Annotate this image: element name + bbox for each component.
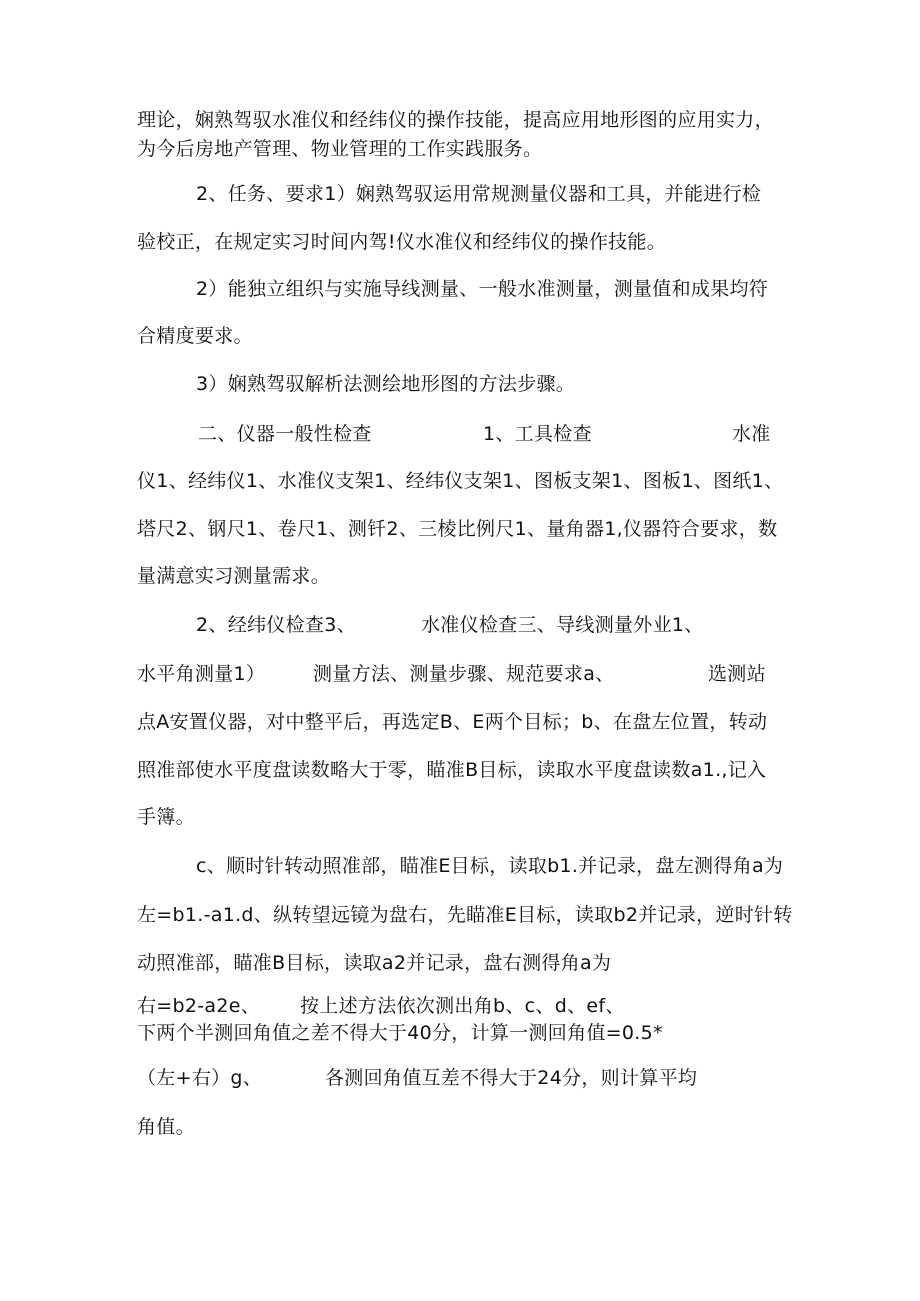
text-line: 2）能独立组织与实施导线测量、一般水准测量，测量值和成果均符 — [196, 278, 769, 300]
text-line: 水准 — [732, 423, 771, 445]
text-line: 仪1、经纬仪1、水准仪支架1、经纬仪支架1、图板支架1、图板1、图纸1、 — [137, 470, 784, 492]
text-line: 测量方法、测量步骤、规范要求a、 — [313, 663, 615, 685]
text-line: 手簿。 — [137, 806, 195, 828]
text-line: 点A安置仪器，对中整平后，再选定B、E两个目标；b、在盘左位置，转动 — [137, 711, 768, 733]
text-line: 1、工具检查 — [483, 423, 592, 445]
text-line: （左+右）g、 — [137, 1067, 263, 1089]
text-line: 角值。 — [137, 1116, 195, 1138]
text-line: c、顺时针转动照准部，瞄准E目标，读取b1.并记录，盘左测得角a为 — [196, 855, 784, 877]
text-line: 水准仪检查三、导线测量外业1、 — [421, 614, 704, 636]
text-line: 按上述方法依次测出角b、c、d、ef、 — [300, 995, 625, 1017]
text-line: 动照准部，瞄准B目标，读取a2并记录，盘右测得角a为 — [137, 952, 612, 974]
text-line: 量满意实习测量需求。 — [137, 565, 331, 587]
text-line: 塔尺2、钢尺1、卷尺1、测钎2、三棱比例尺1、量角器1,仪器符合要求，数 — [137, 518, 778, 540]
text-line: 下两个半测回角值之差不得大于40分，计算一测回角值=0.5* — [137, 1022, 663, 1044]
text-line: 为今后房地产管理、物业管理的工作实践服务。 — [137, 138, 543, 160]
text-line: 3）娴熟驾驭解析法测绘地形图的方法步骤。 — [196, 373, 576, 395]
text-line: 2、经纬仪检查3、 — [196, 614, 356, 636]
text-line: 各测回角值互差不得大于24分，则计算平均 — [325, 1067, 698, 1089]
text-line: 右=b2-a2e、 — [137, 995, 261, 1017]
text-line: 左=b1.-a1.d、纵转望远镜为盘右，先瞄准E目标，读取b2并记录，逆时针转 — [137, 904, 793, 926]
text-line: 2、任务、要求1）娴熟驾驭运用常规测量仪器和工具，并能进行检 — [196, 183, 762, 205]
text-line: 水平角测量1） — [137, 663, 266, 685]
text-line: 选测站 — [708, 663, 766, 685]
section-heading: 二、仪器一般性检查 — [198, 423, 372, 445]
text-line: 照准部使水平度盘读数略大于零，瞄准B目标，读取水平度盘读数a1.,记入 — [137, 759, 767, 781]
text-line: 理论，娴熟驾驭水准仪和经纬仪的操作技能，提高应用地形图的应用实力， — [137, 109, 774, 131]
text-line: 验校正，在规定实习时间内驾!仪水准仪和经纬仪的操作技能。 — [137, 231, 667, 253]
text-line: 合精度要求。 — [137, 325, 253, 347]
